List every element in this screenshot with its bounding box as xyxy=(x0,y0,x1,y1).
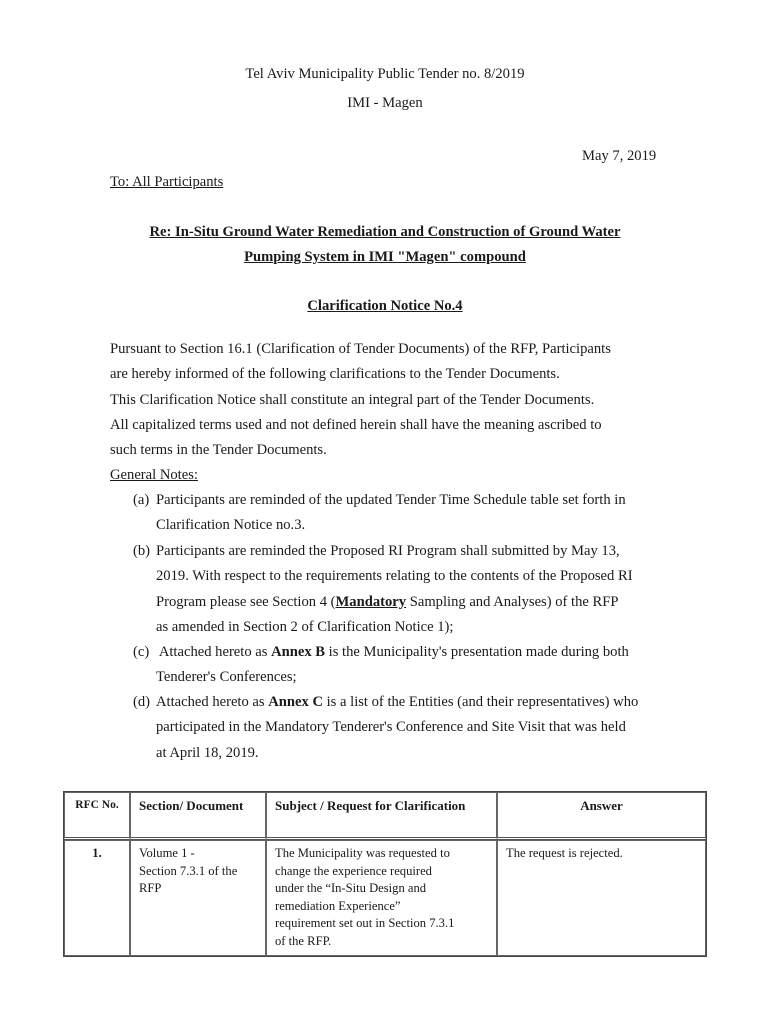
subject-text: of the RFP. xyxy=(275,933,332,948)
notice-date: May 7, 2019 xyxy=(582,148,657,164)
note-text: as amended in Section 2 of Clarification Notice 1); xyxy=(156,618,454,635)
note-text: Clarification Notice no.3. xyxy=(156,517,306,534)
addressee: To: All Participants xyxy=(110,174,224,190)
col-header-answer: Answer xyxy=(497,792,706,840)
note-label: (b) xyxy=(133,543,151,559)
rfc-number: 1. xyxy=(64,840,130,956)
col-header-subject: Subject / Request for Clarification xyxy=(266,792,497,840)
subject-text: under the “In-Situ Design and xyxy=(275,881,427,896)
subject-line-1: Re: In-Situ Ground Water Remediation and Construction of Ground Water xyxy=(149,224,621,240)
subject-cell xyxy=(266,840,497,956)
note-a xyxy=(133,488,673,539)
note-text: Participants are reminded the Proposed RI Program shall submitted by May 13, xyxy=(156,543,620,559)
col-header-section: Section/ Document xyxy=(130,792,266,840)
section-cell xyxy=(130,840,266,956)
note-text-part: Attached hereto as xyxy=(156,694,269,710)
intro-line: such terms in the Tender Documents. xyxy=(110,442,327,459)
table-header-row xyxy=(64,792,706,840)
section-text: Volume 1 - xyxy=(139,846,195,860)
note-text: Participants are reminded of the updated Tender Time Schedule table set forth in xyxy=(156,492,626,508)
mandatory-emphasis: Mandatory xyxy=(335,593,407,610)
subject-text: requirement set out in Section 7.3.1 xyxy=(275,916,455,931)
note-text-part: Attached hereto as xyxy=(156,644,272,660)
note-label: (a) xyxy=(133,492,150,508)
note-text: participated in the Mandatory Tenderer's Conference and Site Visit that was held xyxy=(156,719,626,736)
note-label: (c) xyxy=(133,644,150,660)
annex-b-ref: Annex B xyxy=(271,644,326,660)
rfc-table xyxy=(63,791,707,957)
col-header-rfc-no: RFC No. xyxy=(64,792,130,840)
intro-line: Pursuant to Section 16.1 (Clarification of Tender Documents) of the RFP, Participants xyxy=(110,341,611,357)
note-text-part: is a list of the Entities (and their representatives) who xyxy=(322,694,639,710)
note-text: Tenderer's Conferences; xyxy=(156,669,297,686)
note-label: (d) xyxy=(133,694,151,710)
section-text: Section 7.3.1 of the xyxy=(139,863,238,878)
note-text: at April 18, 2019. xyxy=(156,744,259,761)
note-text xyxy=(133,590,673,615)
note-text-part: Sampling and Analyses) of the RFP xyxy=(406,593,619,610)
intro-line: are hereby informed of the following clarifications to the Tender Documents. xyxy=(110,366,560,383)
intro-line: This Clarification Notice shall constitute an integral part of the Tender Documents. xyxy=(110,391,595,408)
notice-title: Clarification Notice No.4 xyxy=(307,298,463,314)
note-d xyxy=(133,690,673,766)
subject-line-2: Pumping System in IMI "Magen" compound xyxy=(244,249,526,265)
project-name: IMI - Magen xyxy=(347,95,423,111)
note-c xyxy=(133,640,673,691)
tender-title: Tel Aviv Municipality Public Tender no. 8/2019 xyxy=(245,66,525,82)
table-row xyxy=(64,840,706,956)
note-text-part: is the Municipality's presentation made during both xyxy=(325,644,629,660)
subject-text: remediation Experience” xyxy=(275,898,401,913)
answer-cell: The request is rejected. xyxy=(497,840,706,956)
note-text-part: Program please see Section 4 ( xyxy=(156,593,336,610)
subject-text: change the experience required xyxy=(275,863,432,878)
note-text: 2019. With respect to the requirements relating to the contents of the Proposed RI xyxy=(156,568,633,585)
subject-text: The Municipality was requested to xyxy=(275,846,450,860)
section-text: RFP xyxy=(139,881,162,896)
general-notes-heading: General Notes: xyxy=(110,467,198,484)
intro-line: All capitalized terms used and not defined herein shall have the meaning ascribed to xyxy=(110,416,602,433)
annex-c-ref: Annex C xyxy=(268,694,323,710)
intro-paragraph xyxy=(110,337,670,489)
note-b xyxy=(133,539,673,640)
